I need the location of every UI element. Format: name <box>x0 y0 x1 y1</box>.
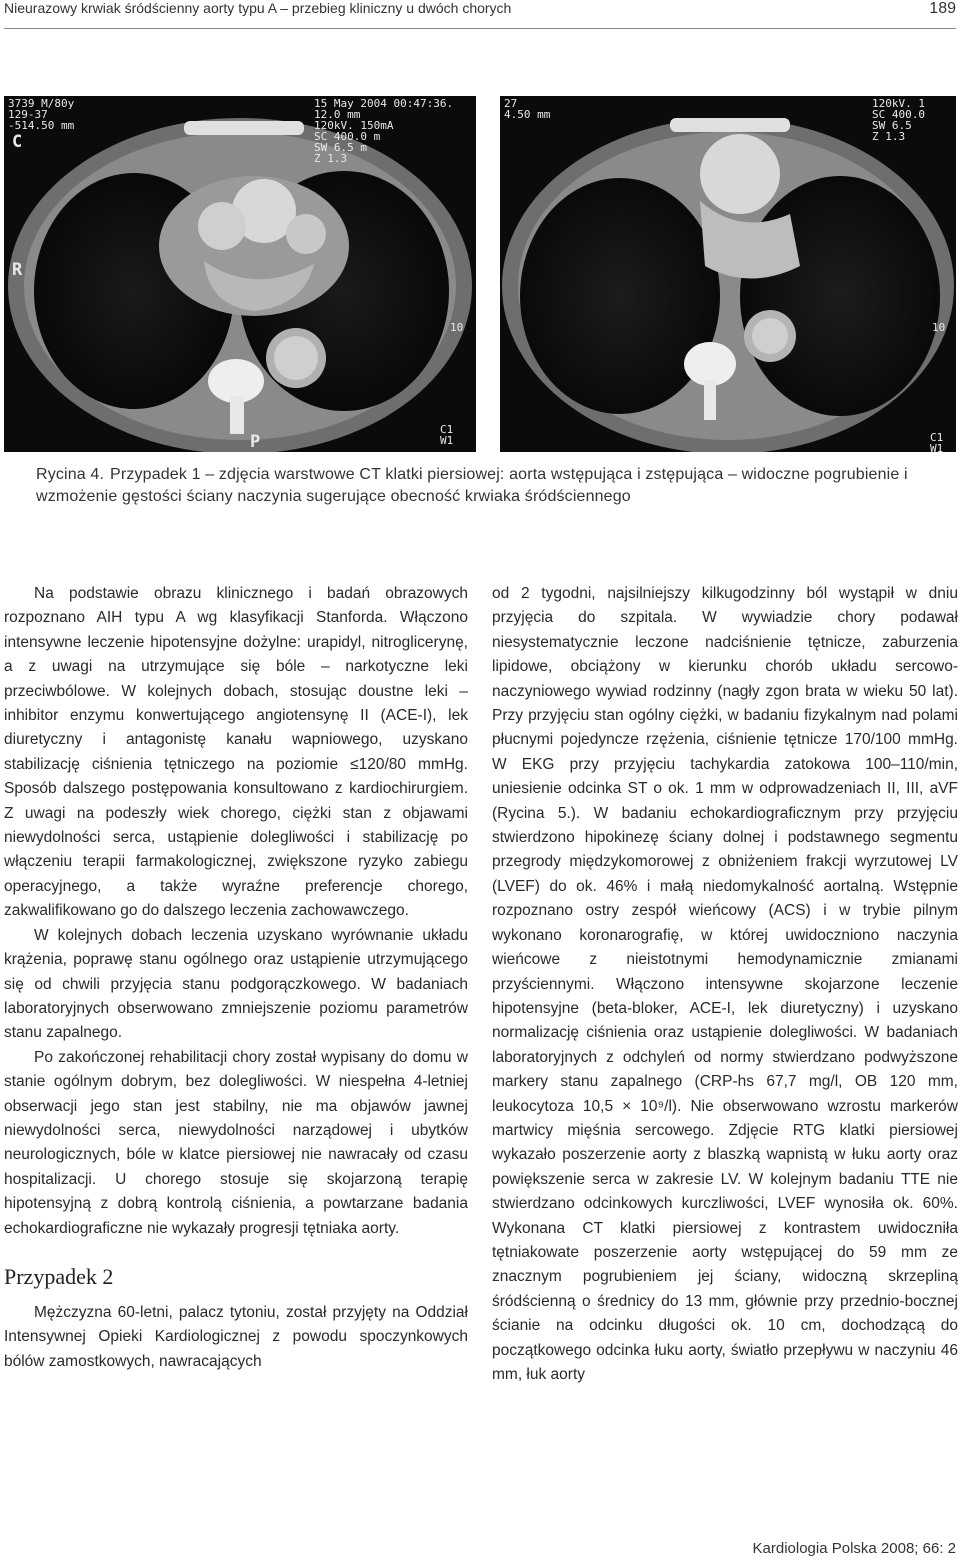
paragraph: Na podstawie obrazu klinicznego i badań obrazowych rozpoznano AIH typu A wg klasyfikacji Stanforda. Włączono intensywne leczenie hipotensyjne dożylne: urapidyl, nitroglicerynę, a z uwagi na utrzymujące się bóle – narkotyczne leki przeciwbólowe. W kolejnych dobach, stosując doustne leki – inhibitor enzymu konwertującego angiotensynę II (ACE-I), lek diuretyczny i antagonistę kanału wapniowego, uzyskano stabilizację ciśnienia tętniczego na poziomie ≤120/80 mmHg. Sposób dalszego postępowania konsultowano z kardiochirurgiem. Z uwagi na podeszły wiek chorego, ciężki stan z objawami niewydolności serca, ustąpienie dolegliwości i stabilizację po włączeniu terapii farmakologicznej, zwiększone ryzyko zabiegu operacyjnego, a także wyraźne preferencje chorego, zakwalifikowano go do dalszego leczenia zachowawczego. <box>4 585 468 920</box>
figure-caption <box>36 464 936 508</box>
paragraph: W kolejnych dobach leczenia uzyskano wyrównanie układu krążenia, poprawę stanu ogólnego oraz ustąpienie utrzymującego się od chwili przyjęcia stanu podgorączkowego. W badaniach laboratoryjnych obserwowano zmniejszenie poziomu parametrów stanu zapalnego. <box>4 926 468 1042</box>
ct-right-label-right: 10 <box>932 321 946 334</box>
ct-scan-right-graphic <box>500 96 956 452</box>
paragraph: Mężczyzna 60-letni, palacz tytoniu, został przyjęty na Oddział Intensywnej Opieki Kardiologicznej z powodu spoczynkowych bólów zamostkowych, nawracających <box>4 1303 468 1370</box>
caption-label: Rycina 4. <box>36 466 105 483</box>
ct-letter-r: R <box>12 260 23 280</box>
ct-letter-p: P <box>250 432 261 452</box>
ct-bottom-right-label-right: C1 W1 <box>930 431 944 452</box>
ct-right-label: 10 <box>450 321 464 334</box>
paragraph: od 2 tygodni, najsilniejszy kilkugodzinny ból wystąpił w dniu przyjęcia do szpitala. W wywiadzie chory podawał niesystematycznie leczone nadciśnienie tętnicze, zaburzenia lipidowe, obciążony w kierunku chorób układu sercowo-naczyniowego wywiad rodzinny (nagły zgon brata w wieku 50 lat). Przy przyjęciu stan ogólny ciężki, w badaniu fizykalnym nad polami płucnymi pojedyncze rzężenia, ciśnienie tętnicze 170/100 mmHg. W EKG przy przyjęciu tachykardia zatokowa 100–110/min, uniesienie odcinka ST o ok. 1 mm w odprowadzeniach II, III, aVF (Rycina 5.). W badaniu echokardiograficznym przy przyjęciu stwierdzono hipokinezę ściany dolnej i podstawnego segmentu przegrody międzykomorowej z obniżeniem frakcji wyrzutowej LV (LVEF) do ok. 46% i małą niedomykalność aortalną. Wstępnie rozpoznano ostry zespół wieńcowy (ACS) i w trybie pilnym wykonano koronarografię, w której uwidoczniono naczynia wieńcowe z nieistotnymi hemodynamicznie zmianami przyściennymi. Włączono intensywne skojarzone leczenie hipotensyjne (beta-bloker, ACE-I, lek diuretyczny) i uzyskano normalizację ciśnienia oraz ustąpienie dolegliwości. W badaniach laboratoryjnych z odchyleń od normy stwierdzano podwyższone markery stanu zapalnego (CRP-hs 67,7 mg/l, OB 120 mm, leukocytoza 10,5 × 10⁹/l). Nie obserwowano wzrostu markerów martwicy mięśnia sercowego. Zdjęcie RTG klatki piersiowej wykazało poszerzenie aorty z blaszką wapnistą w łuku aorty oraz powiększenie serca w zakresie LV. W kolejnym badaniu TTE nie stwierdzano odcinkowych kurczliwości, LVEF wynosiła ok. 60%. Wykonana CT klatki piersiowej z kontrastem uwidoczniła tętniakowate poszerzenie aorty wstępującej do 59 mm ze znacznym pogrubieniem jej ściany, widoczną skrzepliną śródścienną o średnicy do 13 mm, głównie przy przednio-bocznej ścianie na odcinku długości ok. 10 cm, dochodzącą do początkowego odcinka łuku aorty, światło przepływu w naczyniu 46 mm, łuk aorty <box>492 585 958 1383</box>
ct-overlay-topright-right: 120kV. 1 SC 400.0 SW 6.5 Z 1.3 <box>872 97 925 143</box>
page-number: 189 <box>929 0 956 17</box>
ct-bottom-right-label: C1 W1 <box>440 423 454 447</box>
ct-image-right <box>500 96 956 452</box>
ct-image-left <box>4 96 476 452</box>
running-header <box>4 0 956 29</box>
ct-overlay-topright: 15 May 2004 00:47:36. 12.0 mm 120kV. 150mA SC 400.0 m SW 6.5 m Z 1.3 <box>314 97 454 165</box>
ct-overlay-topleft: 3739 M/80y 129-37 -514.50 mm <box>8 97 75 132</box>
paragraph: Po zakończonej rehabilitacji chory został wypisany do domu w stanie ogólnym dobrym, bez dolegliwości. W niespełna 4-letniej obserwacji jego stan jest stabilny, nie ma objawów jawnej niewydolności serca, niewydolności narządowej i ubytków neurologicznych, bóle w klatce piersiowej nie nawracały od czasu hospitalizacji. U chorego stosuje się skojarzoną terapię hipotensyjną z dobrą kontrolą ciśnienia, a powtarzane badania echokardiograficzne nie wykazały progresji tętniaka aorty. <box>4 1048 468 1237</box>
ct-overlay-topleft-right: 27 4.50 mm <box>504 97 551 121</box>
ct-letter-c: C <box>12 132 23 152</box>
left-column <box>4 582 468 1374</box>
journal-footer: Kardiologia Polska 2008; 66: 2 <box>752 1540 956 1557</box>
caption-text: Przypadek 1 – zdjęcia warstwowe CT klatki piersiowej: aorta wstępująca i zstępująca – widoczne pogrubienie i wzmożenie gęstości ściany naczynia sugerujące obecność krwiaka śródściennego <box>36 466 908 505</box>
right-column <box>492 582 958 1387</box>
running-title: Nieurazowy krwiak śródścienny aorty typu A – przebieg kliniczny u dwóch chorych <box>4 0 512 16</box>
section-heading: Przypadek 2 <box>4 1263 114 1289</box>
